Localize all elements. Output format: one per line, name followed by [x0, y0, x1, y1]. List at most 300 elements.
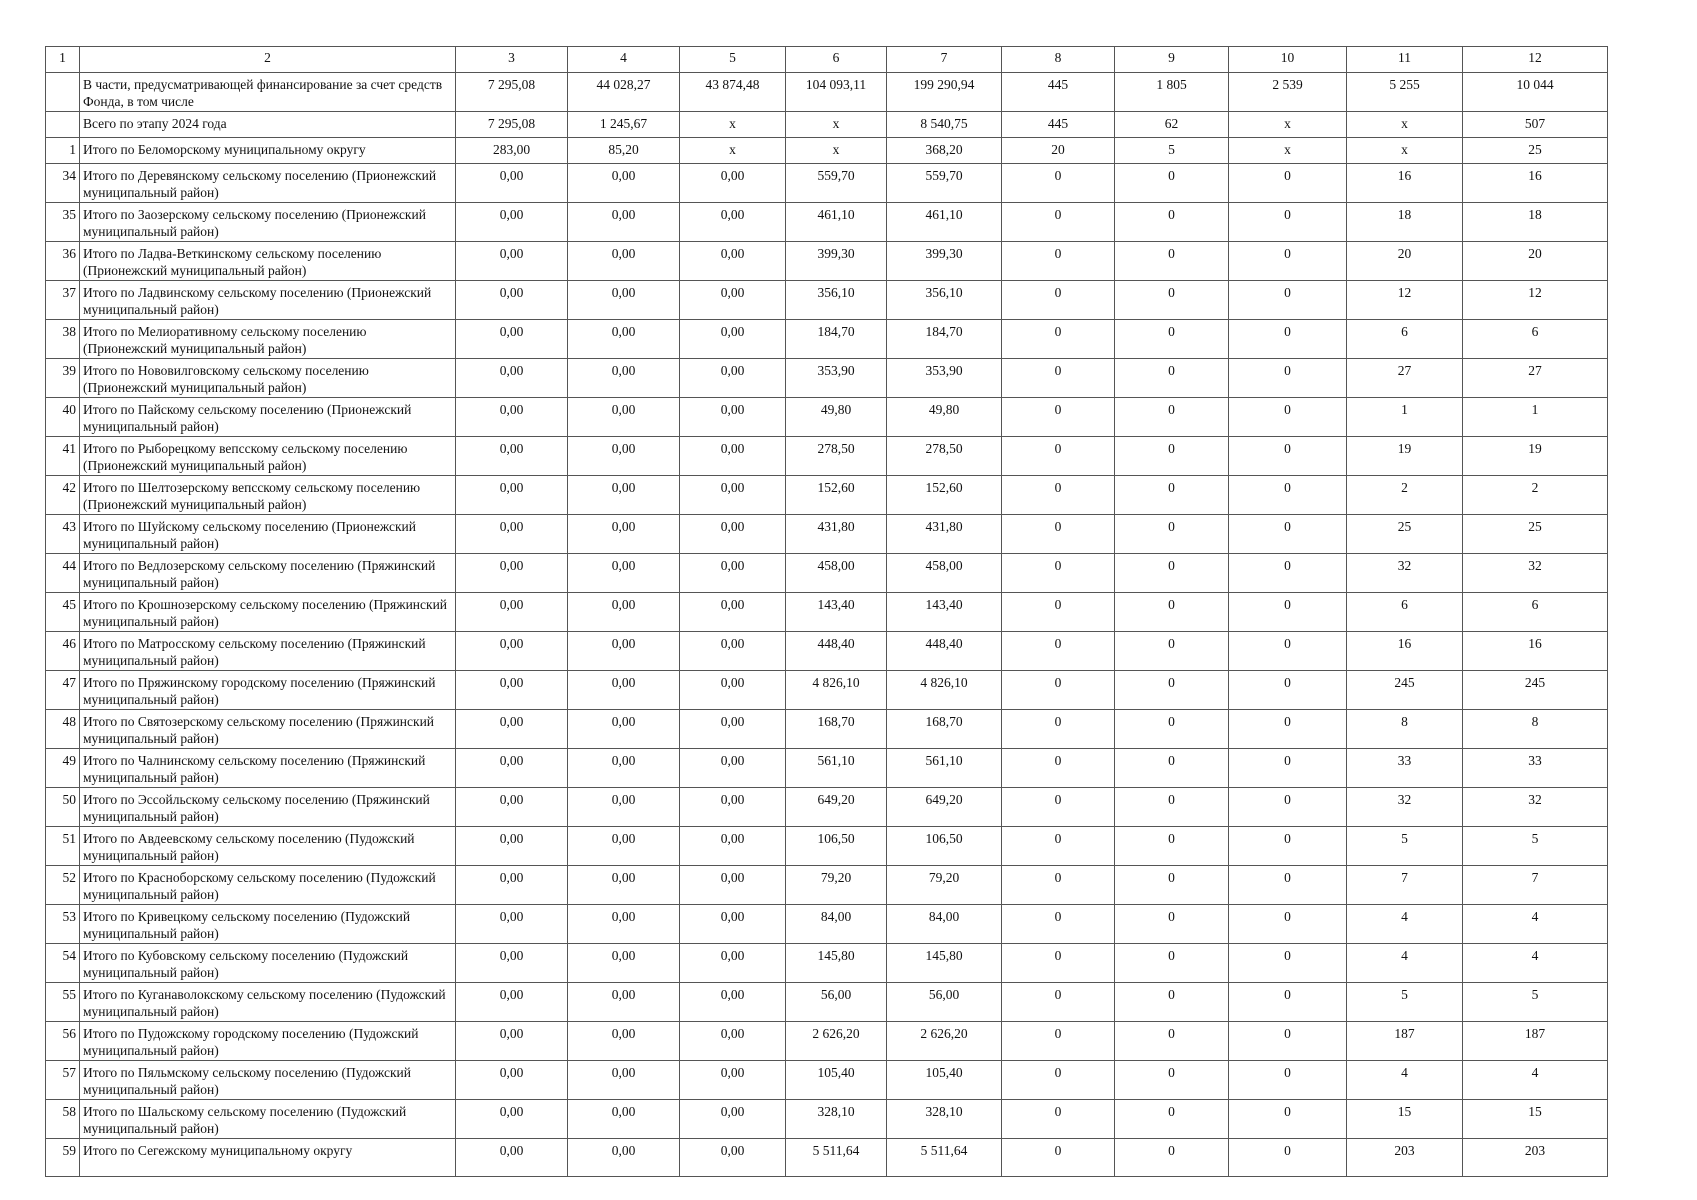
table-row [46, 593, 1608, 632]
col-5-value: 0,00 [680, 1139, 786, 1177]
col-10-value: x [1229, 112, 1347, 138]
col-3-value: 0,00 [456, 437, 568, 476]
col-7-value: 49,80 [887, 398, 1002, 437]
col-4-value: 0,00 [568, 476, 680, 515]
col-12-value: 16 [1463, 164, 1608, 203]
col-4-value: 0,00 [568, 827, 680, 866]
col-7-value: 559,70 [887, 164, 1002, 203]
col-9-value: 0 [1115, 905, 1229, 944]
table-row [46, 359, 1608, 398]
col-11-value: 27 [1347, 359, 1463, 398]
col-12-value: 4 [1463, 944, 1608, 983]
col-12-value: 245 [1463, 671, 1608, 710]
col-8-value: 0 [1002, 164, 1115, 203]
col-3-value: 0,00 [456, 203, 568, 242]
col-8-value: 0 [1002, 242, 1115, 281]
row-name: В части, предусматривающей финансирование за счет средств Фонда, в том числе [80, 73, 456, 112]
col-6-value: 356,10 [786, 281, 887, 320]
col-9-value: 5 [1115, 138, 1229, 164]
col-9-value: 0 [1115, 359, 1229, 398]
col-7-value: 461,10 [887, 203, 1002, 242]
col-10-value: 0 [1229, 359, 1347, 398]
col-10-value: 0 [1229, 1061, 1347, 1100]
col-11-value: 6 [1347, 320, 1463, 359]
col-6-value: 184,70 [786, 320, 887, 359]
table-row [46, 1139, 1608, 1177]
col-10-value: 0 [1229, 320, 1347, 359]
col-4-value: 0,00 [568, 866, 680, 905]
col-3-value: 283,00 [456, 138, 568, 164]
col-6-value: 458,00 [786, 554, 887, 593]
col-3-value: 0,00 [456, 983, 568, 1022]
column-header: 6 [786, 47, 887, 73]
row-name: Итого по Рыборецкому вепсскому сельскому поселению (Прионежский муниципальный район) [80, 437, 456, 476]
col-11-value: 5 255 [1347, 73, 1463, 112]
table-row [46, 515, 1608, 554]
col-12-value: 5 [1463, 983, 1608, 1022]
col-5-value: 0,00 [680, 281, 786, 320]
table-row [46, 866, 1608, 905]
col-7-value: 8 540,75 [887, 112, 1002, 138]
col-4-value: 44 028,27 [568, 73, 680, 112]
table-row [46, 112, 1608, 138]
col-6-value: 56,00 [786, 983, 887, 1022]
col-9-value: 0 [1115, 671, 1229, 710]
col-5-value: x [680, 112, 786, 138]
col-12-value: 507 [1463, 112, 1608, 138]
row-name: Итого по Шуйскому сельскому поселению (Прионежский муниципальный район) [80, 515, 456, 554]
col-10-value: 0 [1229, 476, 1347, 515]
col-10-value: 0 [1229, 515, 1347, 554]
table-row [46, 164, 1608, 203]
col-7-value: 2 626,20 [887, 1022, 1002, 1061]
col-8-value: 0 [1002, 476, 1115, 515]
col-10-value: 0 [1229, 281, 1347, 320]
col-8-value: 0 [1002, 788, 1115, 827]
col-5-value: 0,00 [680, 320, 786, 359]
col-4-value: 0,00 [568, 749, 680, 788]
col-6-value: 561,10 [786, 749, 887, 788]
col-7-value: 4 826,10 [887, 671, 1002, 710]
col-8-value: 0 [1002, 671, 1115, 710]
row-number: 39 [46, 359, 80, 398]
col-3-value: 0,00 [456, 164, 568, 203]
col-10-value: 0 [1229, 632, 1347, 671]
col-12-value: 1 [1463, 398, 1608, 437]
col-11-value: 1 [1347, 398, 1463, 437]
row-number: 34 [46, 164, 80, 203]
col-10-value: 0 [1229, 983, 1347, 1022]
col-12-value: 32 [1463, 788, 1608, 827]
column-header: 3 [456, 47, 568, 73]
col-4-value: 0,00 [568, 1100, 680, 1139]
col-8-value: 0 [1002, 710, 1115, 749]
col-10-value: 0 [1229, 749, 1347, 788]
col-11-value: 12 [1347, 281, 1463, 320]
col-3-value: 0,00 [456, 1061, 568, 1100]
col-8-value: 0 [1002, 1100, 1115, 1139]
col-11-value: 18 [1347, 203, 1463, 242]
row-number: 1 [46, 138, 80, 164]
col-8-value: 0 [1002, 905, 1115, 944]
col-4-value: 0,00 [568, 320, 680, 359]
col-8-value: 0 [1002, 398, 1115, 437]
col-8-value: 0 [1002, 1061, 1115, 1100]
col-11-value: 5 [1347, 827, 1463, 866]
col-12-value: 10 044 [1463, 73, 1608, 112]
col-5-value: 0,00 [680, 905, 786, 944]
col-8-value: 0 [1002, 437, 1115, 476]
col-6-value: 2 626,20 [786, 1022, 887, 1061]
row-name: Итого по Ладва-Веткинскому сельскому поселению (Прионежский муниципальный район) [80, 242, 456, 281]
col-4-value: 85,20 [568, 138, 680, 164]
table-row [46, 1022, 1608, 1061]
column-header: 4 [568, 47, 680, 73]
col-5-value: 0,00 [680, 827, 786, 866]
col-5-value: 0,00 [680, 593, 786, 632]
col-4-value: 1 245,67 [568, 112, 680, 138]
col-8-value: 0 [1002, 1139, 1115, 1177]
row-number [46, 112, 80, 138]
table-row [46, 827, 1608, 866]
col-10-value: 0 [1229, 1139, 1347, 1177]
col-12-value: 15 [1463, 1100, 1608, 1139]
row-number: 48 [46, 710, 80, 749]
col-5-value: x [680, 138, 786, 164]
col-8-value: 0 [1002, 203, 1115, 242]
col-11-value: 4 [1347, 1061, 1463, 1100]
table-row [46, 1100, 1608, 1139]
row-number: 50 [46, 788, 80, 827]
row-name: Итого по Кубовскому сельскому поселению (Пудожский муниципальный район) [80, 944, 456, 983]
col-4-value: 0,00 [568, 905, 680, 944]
col-12-value: 5 [1463, 827, 1608, 866]
col-11-value: 5 [1347, 983, 1463, 1022]
col-5-value: 0,00 [680, 749, 786, 788]
col-9-value: 0 [1115, 164, 1229, 203]
col-8-value: 0 [1002, 866, 1115, 905]
col-6-value: 79,20 [786, 866, 887, 905]
col-6-value: 278,50 [786, 437, 887, 476]
col-10-value: 2 539 [1229, 73, 1347, 112]
col-6-value: 106,50 [786, 827, 887, 866]
col-6-value: 168,70 [786, 710, 887, 749]
col-3-value: 0,00 [456, 242, 568, 281]
col-4-value: 0,00 [568, 203, 680, 242]
col-7-value: 105,40 [887, 1061, 1002, 1100]
table-row [46, 905, 1608, 944]
col-5-value: 0,00 [680, 866, 786, 905]
col-3-value: 0,00 [456, 944, 568, 983]
col-8-value: 0 [1002, 515, 1115, 554]
col-7-value: 145,80 [887, 944, 1002, 983]
table-row [46, 749, 1608, 788]
row-number: 35 [46, 203, 80, 242]
row-number: 55 [46, 983, 80, 1022]
col-12-value: 187 [1463, 1022, 1608, 1061]
col-5-value: 0,00 [680, 398, 786, 437]
col-4-value: 0,00 [568, 437, 680, 476]
col-4-value: 0,00 [568, 710, 680, 749]
col-10-value: 0 [1229, 203, 1347, 242]
row-name: Итого по Авдеевскому сельскому поселению (Пудожский муниципальный район) [80, 827, 456, 866]
col-3-value: 0,00 [456, 827, 568, 866]
col-3-value: 0,00 [456, 320, 568, 359]
row-number: 46 [46, 632, 80, 671]
row-number: 41 [46, 437, 80, 476]
table-row [46, 320, 1608, 359]
col-8-value: 445 [1002, 73, 1115, 112]
row-number [46, 73, 80, 112]
col-10-value: 0 [1229, 944, 1347, 983]
col-4-value: 0,00 [568, 788, 680, 827]
col-12-value: 12 [1463, 281, 1608, 320]
col-7-value: 356,10 [887, 281, 1002, 320]
column-header: 7 [887, 47, 1002, 73]
col-11-value: 203 [1347, 1139, 1463, 1177]
col-5-value: 0,00 [680, 632, 786, 671]
col-8-value: 0 [1002, 827, 1115, 866]
col-4-value: 0,00 [568, 593, 680, 632]
col-5-value: 0,00 [680, 164, 786, 203]
col-11-value: x [1347, 112, 1463, 138]
table-body [46, 47, 1608, 1177]
row-number: 44 [46, 554, 80, 593]
col-3-value: 0,00 [456, 1100, 568, 1139]
col-6-value: 399,30 [786, 242, 887, 281]
table-row [46, 138, 1608, 164]
col-4-value: 0,00 [568, 1139, 680, 1177]
col-9-value: 0 [1115, 398, 1229, 437]
row-name: Итого по Беломорскому муниципальному округу [80, 138, 456, 164]
col-8-value: 0 [1002, 983, 1115, 1022]
col-8-value: 0 [1002, 632, 1115, 671]
col-3-value: 0,00 [456, 671, 568, 710]
col-10-value: 0 [1229, 788, 1347, 827]
col-3-value: 7 295,08 [456, 73, 568, 112]
col-4-value: 0,00 [568, 242, 680, 281]
col-4-value: 0,00 [568, 359, 680, 398]
col-3-value: 7 295,08 [456, 112, 568, 138]
col-7-value: 328,10 [887, 1100, 1002, 1139]
col-5-value: 0,00 [680, 242, 786, 281]
col-11-value: 2 [1347, 476, 1463, 515]
row-name: Итого по Святозерскому сельскому поселению (Пряжинский муниципальный район) [80, 710, 456, 749]
row-number: 57 [46, 1061, 80, 1100]
col-6-value: x [786, 112, 887, 138]
col-5-value: 0,00 [680, 515, 786, 554]
col-11-value: 6 [1347, 593, 1463, 632]
row-number: 53 [46, 905, 80, 944]
col-8-value: 20 [1002, 138, 1115, 164]
col-12-value: 18 [1463, 203, 1608, 242]
col-3-value: 0,00 [456, 710, 568, 749]
col-9-value: 0 [1115, 437, 1229, 476]
col-12-value: 25 [1463, 515, 1608, 554]
col-7-value: 368,20 [887, 138, 1002, 164]
table-row [46, 671, 1608, 710]
table-row [46, 437, 1608, 476]
row-number: 56 [46, 1022, 80, 1061]
col-10-value: 0 [1229, 437, 1347, 476]
col-3-value: 0,00 [456, 476, 568, 515]
col-6-value: 145,80 [786, 944, 887, 983]
col-3-value: 0,00 [456, 1022, 568, 1061]
col-8-value: 0 [1002, 359, 1115, 398]
col-6-value: x [786, 138, 887, 164]
col-3-value: 0,00 [456, 281, 568, 320]
table-row [46, 983, 1608, 1022]
col-3-value: 0,00 [456, 554, 568, 593]
col-11-value: 33 [1347, 749, 1463, 788]
col-9-value: 0 [1115, 1139, 1229, 1177]
col-5-value: 0,00 [680, 476, 786, 515]
col-12-value: 6 [1463, 593, 1608, 632]
col-10-value: 0 [1229, 242, 1347, 281]
col-10-value: 0 [1229, 1100, 1347, 1139]
col-9-value: 0 [1115, 788, 1229, 827]
row-name: Итого по Матросскому сельскому поселению (Пряжинский муниципальный район) [80, 632, 456, 671]
column-header: 2 [80, 47, 456, 73]
row-name: Итого по Сегежскому муниципальному округу [80, 1139, 456, 1177]
row-name: Итого по Пяльмскому сельскому поселению (Пудожский муниципальный район) [80, 1061, 456, 1100]
row-number: 59 [46, 1139, 80, 1177]
col-7-value: 353,90 [887, 359, 1002, 398]
table-row [46, 632, 1608, 671]
col-8-value: 0 [1002, 1022, 1115, 1061]
col-3-value: 0,00 [456, 398, 568, 437]
col-7-value: 561,10 [887, 749, 1002, 788]
row-number: 52 [46, 866, 80, 905]
col-4-value: 0,00 [568, 164, 680, 203]
col-12-value: 4 [1463, 1061, 1608, 1100]
col-5-value: 0,00 [680, 788, 786, 827]
col-10-value: 0 [1229, 593, 1347, 632]
col-11-value: 4 [1347, 944, 1463, 983]
row-name: Итого по Ведлозерскому сельскому поселению (Пряжинский муниципальный район) [80, 554, 456, 593]
column-header: 12 [1463, 47, 1608, 73]
col-4-value: 0,00 [568, 1061, 680, 1100]
col-5-value: 0,00 [680, 671, 786, 710]
row-name: Итого по Пудожскому городскому поселению (Пудожский муниципальный район) [80, 1022, 456, 1061]
col-8-value: 445 [1002, 112, 1115, 138]
col-9-value: 1 805 [1115, 73, 1229, 112]
column-header: 11 [1347, 47, 1463, 73]
col-7-value: 168,70 [887, 710, 1002, 749]
col-9-value: 0 [1115, 593, 1229, 632]
col-9-value: 0 [1115, 203, 1229, 242]
col-7-value: 106,50 [887, 827, 1002, 866]
col-9-value: 0 [1115, 944, 1229, 983]
col-6-value: 152,60 [786, 476, 887, 515]
col-8-value: 0 [1002, 944, 1115, 983]
row-name: Итого по Пайскому сельскому поселению (Прионежский муниципальный район) [80, 398, 456, 437]
row-name: Итого по Эссойльскому сельскому поселению (Пряжинский муниципальный район) [80, 788, 456, 827]
col-8-value: 0 [1002, 281, 1115, 320]
col-7-value: 458,00 [887, 554, 1002, 593]
col-4-value: 0,00 [568, 983, 680, 1022]
table-row [46, 1061, 1608, 1100]
col-8-value: 0 [1002, 593, 1115, 632]
col-5-value: 0,00 [680, 1022, 786, 1061]
row-number: 45 [46, 593, 80, 632]
row-number: 49 [46, 749, 80, 788]
col-7-value: 184,70 [887, 320, 1002, 359]
col-12-value: 8 [1463, 710, 1608, 749]
col-9-value: 0 [1115, 632, 1229, 671]
col-6-value: 431,80 [786, 515, 887, 554]
column-number-header-row [46, 47, 1608, 73]
col-8-value: 0 [1002, 749, 1115, 788]
col-5-value: 0,00 [680, 554, 786, 593]
col-7-value: 152,60 [887, 476, 1002, 515]
row-name: Итого по Ладвинскому сельскому поселению (Прионежский муниципальный район) [80, 281, 456, 320]
col-6-value: 649,20 [786, 788, 887, 827]
col-12-value: 2 [1463, 476, 1608, 515]
col-12-value: 19 [1463, 437, 1608, 476]
row-name: Всего по этапу 2024 года [80, 112, 456, 138]
table-row [46, 203, 1608, 242]
col-10-value: 0 [1229, 164, 1347, 203]
row-name: Итого по Шелтозерскому вепсскому сельскому поселению (Прионежский муниципальный район) [80, 476, 456, 515]
col-3-value: 0,00 [456, 359, 568, 398]
row-number: 42 [46, 476, 80, 515]
col-11-value: 16 [1347, 632, 1463, 671]
col-9-value: 0 [1115, 1100, 1229, 1139]
col-9-value: 0 [1115, 1061, 1229, 1100]
col-11-value: 7 [1347, 866, 1463, 905]
column-header: 5 [680, 47, 786, 73]
col-7-value: 278,50 [887, 437, 1002, 476]
data-table [45, 46, 1608, 1177]
col-7-value: 448,40 [887, 632, 1002, 671]
col-6-value: 4 826,10 [786, 671, 887, 710]
table-row [46, 398, 1608, 437]
col-4-value: 0,00 [568, 632, 680, 671]
col-10-value: 0 [1229, 827, 1347, 866]
col-3-value: 0,00 [456, 515, 568, 554]
column-header: 1 [46, 47, 80, 73]
col-12-value: 33 [1463, 749, 1608, 788]
col-7-value: 79,20 [887, 866, 1002, 905]
col-10-value: x [1229, 138, 1347, 164]
row-number: 37 [46, 281, 80, 320]
col-12-value: 25 [1463, 138, 1608, 164]
row-name: Итого по Красноборскому сельскому поселению (Пудожский муниципальный район) [80, 866, 456, 905]
table-row [46, 788, 1608, 827]
col-5-value: 0,00 [680, 1061, 786, 1100]
col-5-value: 0,00 [680, 437, 786, 476]
col-7-value: 56,00 [887, 983, 1002, 1022]
col-11-value: 32 [1347, 788, 1463, 827]
col-12-value: 27 [1463, 359, 1608, 398]
row-name: Итого по Заозерскому сельскому поселению (Прионежский муниципальный район) [80, 203, 456, 242]
col-9-value: 0 [1115, 710, 1229, 749]
col-5-value: 0,00 [680, 944, 786, 983]
col-12-value: 6 [1463, 320, 1608, 359]
table-row [46, 554, 1608, 593]
col-5-value: 0,00 [680, 710, 786, 749]
row-number: 51 [46, 827, 80, 866]
column-header: 8 [1002, 47, 1115, 73]
col-12-value: 32 [1463, 554, 1608, 593]
col-12-value: 7 [1463, 866, 1608, 905]
col-9-value: 0 [1115, 749, 1229, 788]
col-11-value: 32 [1347, 554, 1463, 593]
row-name: Итого по Деревянскому сельскому поселению (Прионежский муниципальный район) [80, 164, 456, 203]
col-9-value: 0 [1115, 476, 1229, 515]
col-3-value: 0,00 [456, 632, 568, 671]
